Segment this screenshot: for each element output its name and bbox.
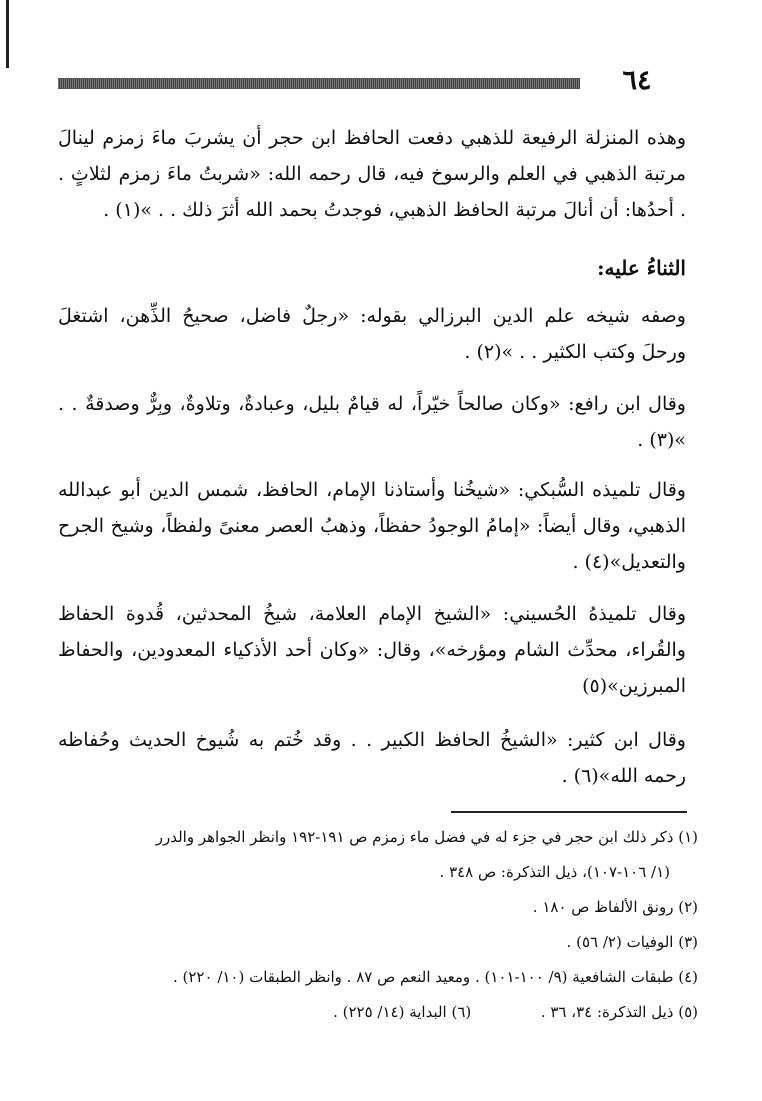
paragraph-barzali (58, 298, 686, 370)
footnote-5-6-row (58, 995, 698, 1030)
paragraph-text: وقال تلميذهُ الحُسيني: «الشيخ الإمام العلامة، شيخُ المحدثين، قُدوة الحفاظ والقُراء، محدِّث الشام ومؤرخه»، وقال: «وكان أحد الأذكياء المعدودين، والحفاظ المبرزين»(٥) (58, 603, 686, 697)
paragraph-text: وصفه شيخه علم الدين البرزالي بقوله: «رجلٌ فاضل، صحيحُ الذِّهن، اشتغلَ ورحلَ وكتب الكثير . . »(٢) . (58, 305, 686, 363)
margin-mark (6, 0, 9, 68)
footnote-1-line-2: (١/ ١٠٦-١٠٧)، ذيل التذكرة: ص ٣٤٨ . (439, 863, 670, 881)
paragraph-husayni (58, 596, 686, 704)
footnote-6: (٦) البداية (١٤/ ٢٢٥) . (333, 1003, 472, 1021)
page-number: ٦٤ (622, 65, 652, 96)
paragraph-text: وقال ابن كثير: «الشيخُ الحافظ الكبير . . وقد خُتم به شُيوخ الحديث وحُفاظه رحمه الله»(٦) . (58, 729, 686, 787)
paragraph-text: وقال تلميذه السُّبكي: «شيخُنا وأستاذنا الإمام، الحافظ، شمس الدين أبو عبدالله الذهبي، وقال أيضاً: «إمامُ الوجودُ حفظاً، وذهبُ العصر معنىً ولفظاً، وشيخ الجرح والتعديل»(٤) . (58, 479, 686, 573)
header-rule (58, 78, 580, 89)
footnote-1-line-1: (١) ذكر ذلك ابن حجر في جزء له في فضل ماء زمزم ص ١٩١-١٩٢ وانظر الجواهر والدرر (155, 828, 698, 846)
paragraph-subki (58, 472, 686, 580)
footnote-3: (٣) الوفيات (٢/ ٥٦) . (566, 933, 698, 951)
footnotes (58, 820, 698, 1030)
paragraph-intro (58, 120, 686, 228)
paragraph-ibn-rafi (58, 386, 686, 458)
section-heading: الثناءُ عليه: (597, 256, 686, 280)
footnote-rule (451, 811, 687, 813)
paragraph-ibn-kathir (58, 722, 686, 794)
footnote-5: (٥) ذيل التذكرة: ٣٤، ٣٦ . (540, 1003, 698, 1021)
paragraph-text: وهذه المنزلة الرفيعة للذهبي دفعت الحافظ ابن حجر أن يشربَ ماءَ زمزم لينالَ مرتبة الذهبي في العلم والرسوخ فيه، قال رحمه الله: «شربتُ ماءَ زمزم لثلاثٍ . . أحدُها: أن أنالَ مرتبة الحافظ الذهبي، فوجدتُ بحمد الله أثرَ ذلك . . »(١) . (58, 127, 686, 221)
footnote-2: (٢) رونق الألفاظ ص ١٨٠ . (532, 898, 698, 916)
footnote-4: (٤) طبقات الشافعية (٩/ ١٠٠-١٠١) . ومعيد النعم ص ٨٧ . وانظر الطبقات (١٠/ ٢٢٠) . (172, 968, 698, 986)
paragraph-text: وقال ابن رافع: «وكان صالحاً خيّراً، له قيامٌ بليل، وعبادةٌ، وتلاوةٌ، وبِرٌّ وصدقةٌ . . »(٣) . (58, 393, 686, 451)
